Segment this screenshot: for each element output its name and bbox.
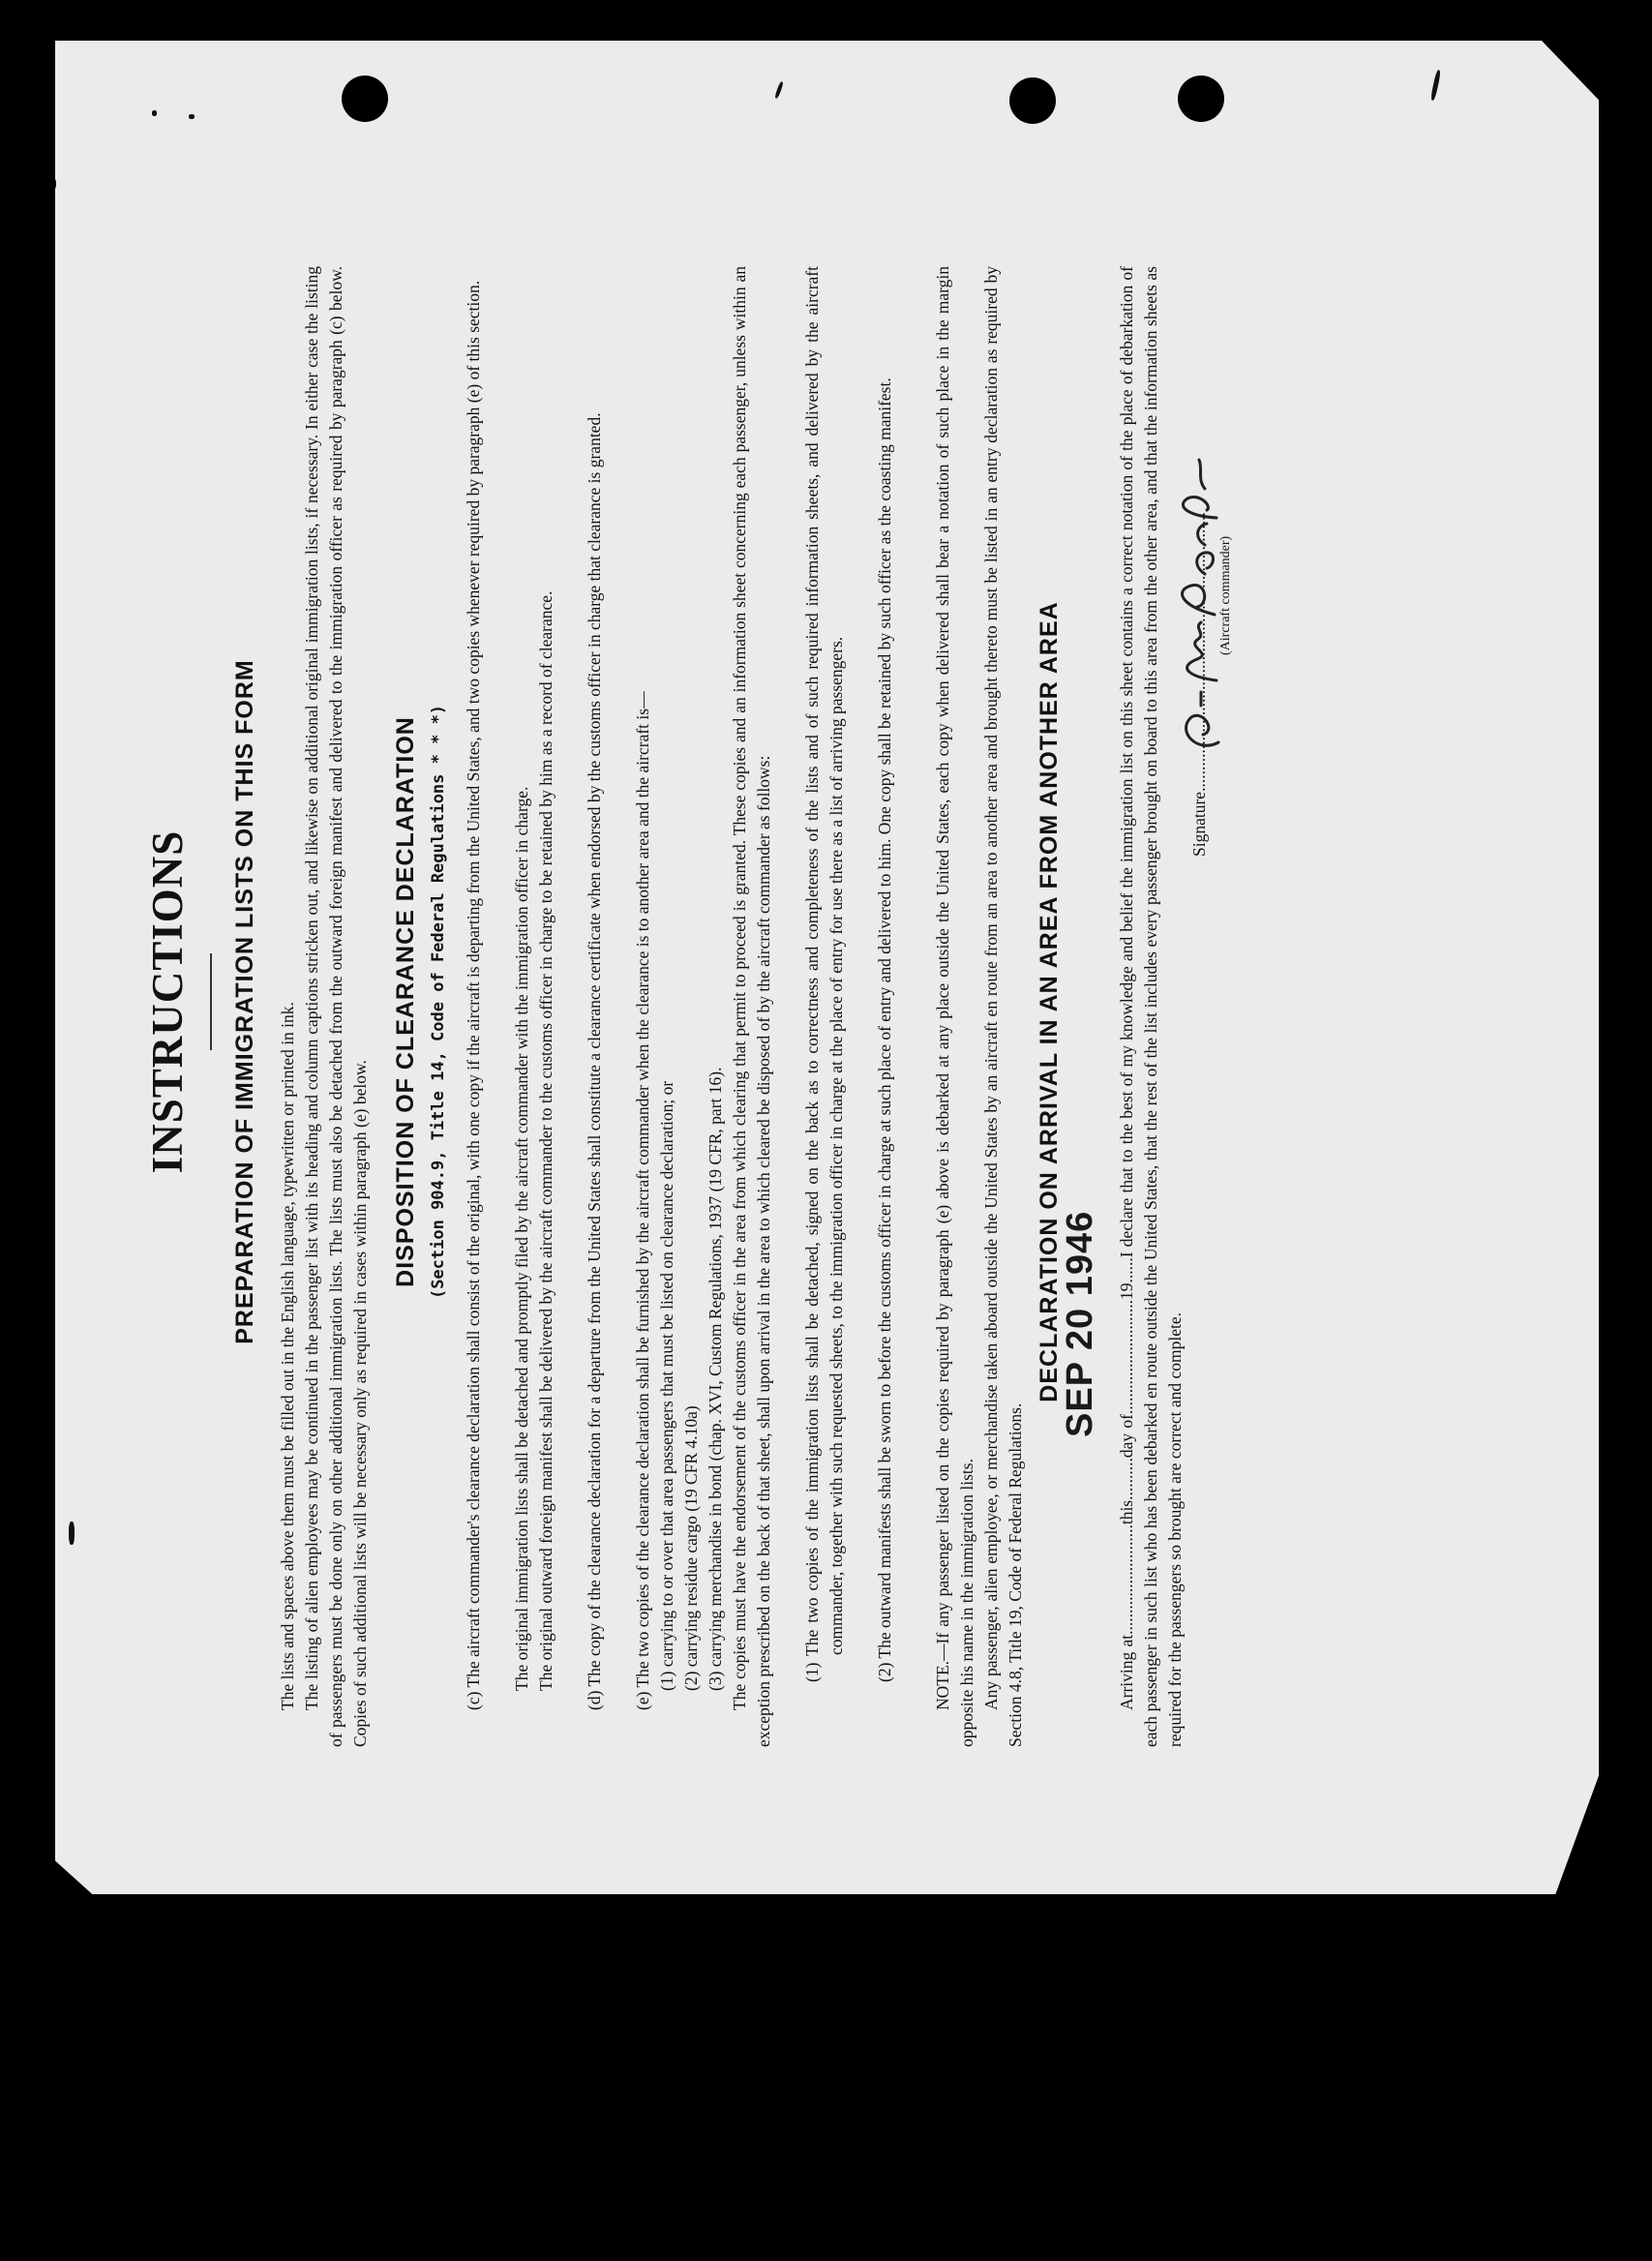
title-rule [210,953,212,1050]
section-heading-preparation: PREPARATION OF IMMIGRATION LISTS ON THIS FORM [231,659,258,1344]
signature-dots: .................................................................. [1189,512,1209,792]
paragraph-e-2: (2) carrying residue cargo (19 CFR 4.10a) [681,1405,701,1691]
rotated-text-block [142,179,1391,1824]
ink-speck [774,81,784,99]
ink-speck [152,110,157,116]
ink-speck [1430,70,1442,101]
ink-speck [69,1522,75,1545]
preparation-paragraph-1: The lists and spaces above them must be filled out in the English language, typewritten or printed in ink. [278,1002,297,1710]
date-stamp: SEP 20 1946 [1060,1210,1100,1437]
signature-caption: (Aircraft commander) [1218,535,1233,655]
paragraph-e-1: (1) carrying to or over that area passengers that must be listed on clearance declaration; or [657,1080,676,1691]
ink-speck [189,114,195,119]
note-paragraph: NOTE.—If any passenger listed on the copies required by paragraph (e) above is debarked at any place outside the United States, each copy when delivered shall bear a notation of such place in the margin opposite his name in the immigration lists. [933,266,976,1747]
arrival-declaration: Arriving at..........................this..........day of...........................19......I declare that to the best of my knowledge and belief the immigration list on this sheet contains a correct notation of the place of debarkation of each passenger in such list who has been debarked en route outside the United States, that the rest of the list includes every passenger brought on board to this area from the other area, and that the information sheets as required for the passengers so brought are correct and complete. [1117,266,1185,1747]
punch-hole [342,75,388,122]
paragraph-c-original-lists: The original immigration lists shall be detached and promptly filed by the aircraft commander with the immigration officer in charge. [512,786,531,1691]
punch-hole [1178,75,1224,122]
section-heading-declaration: DECLARATION ON ARRIVAL IN AN AREA FROM ANOTHER AREA [1036,601,1063,1402]
signature-label: Signature [1189,791,1209,857]
ink-speck [49,178,56,190]
punch-hole [1009,77,1056,124]
paragraph-c-outward-manifest: The original outward foreign manifest shall be delivered by the aircraft commander to the customs officer in charge to be retained by him as a record of clearance. [536,590,556,1691]
paragraph-d: (d) The copy of the clearance declaration for a departure from the United States shall constitute a clearance certificate when endorsed by the customs officer in charge that clearance is granted. [585,412,604,1710]
preparation-paragraph-2: The listing of alien employees may be continued in the passenger list with its heading and column captions stricken out, and likewise on additional original immigration lists, if necessary. In either case the listing of passengers must be done only on other additional immigration lists. The lists must also be detached from the outward foreign manifest and delivered to the immigration officer as required by paragraph (c) below. Copies of such additional lists will be necessary only as required in cases within paragraph (e) below. [302,266,370,1747]
paragraph-e: (e) The two copies of the clearance declaration shall be furnished by the aircraft commander when the clearance is to another area and the aircraft is— [633,691,652,1710]
paragraph-copies: The copies must have the endorsement of the customs officer in the area from which clearing that permit to proceed is granted. These copies and an information sheet concerning each passenger, unless within an exception prescribed on the back of that sheet, shall upon arrival in the area to which cleared be disposed of by the aircraft commander as follows: [730,266,773,1747]
paragraph-copies-1: (1) The two copies of the immigration lists shall be detached, signed on the back as to correctness and completeness of the lists and of such required information sheets, and delivered by the aircraft commander, together with such requested sheets, to the immigration officer in charge at the place of entry for use there as a list of arriving passengers. [802,266,846,1682]
passenger-entry-paragraph: Any passenger, alien employee, or merchandise taken aboard outside the United States by an aircraft en route from an area to another area and brought thereto must be listed in an entry declaration as required by Section 4.8, Title 19, Code of Federal Regulations. [981,266,1025,1747]
section-heading-disposition: DISPOSITION OF CLEARANCE DECLARATION [392,716,419,1287]
document-title: INSTRUCTIONS [143,829,192,1174]
paragraph-copies-2: (2) The outward manifests shall be sworn to before the customs officer in charge at such place of entry and delivered to him. One copy shall be retained by such officer as the coasting manifest. [875,377,894,1682]
paragraph-c: (c) The aircraft commander's clearance declaration shall consist of the original, with one copy if the aircraft is departing from the United States, and two copies whenever required by paragraph (e) of this section. [464,280,483,1710]
section-subheading-citation: (Section 904.9, Title 14, Code of Federal Regulations * * *) [429,704,448,1300]
paragraph-e-3: (3) carrying merchandise in bond (chap. XVI, Custom Regulations, 1937 (19 CFR, part 16). [706,1067,725,1691]
